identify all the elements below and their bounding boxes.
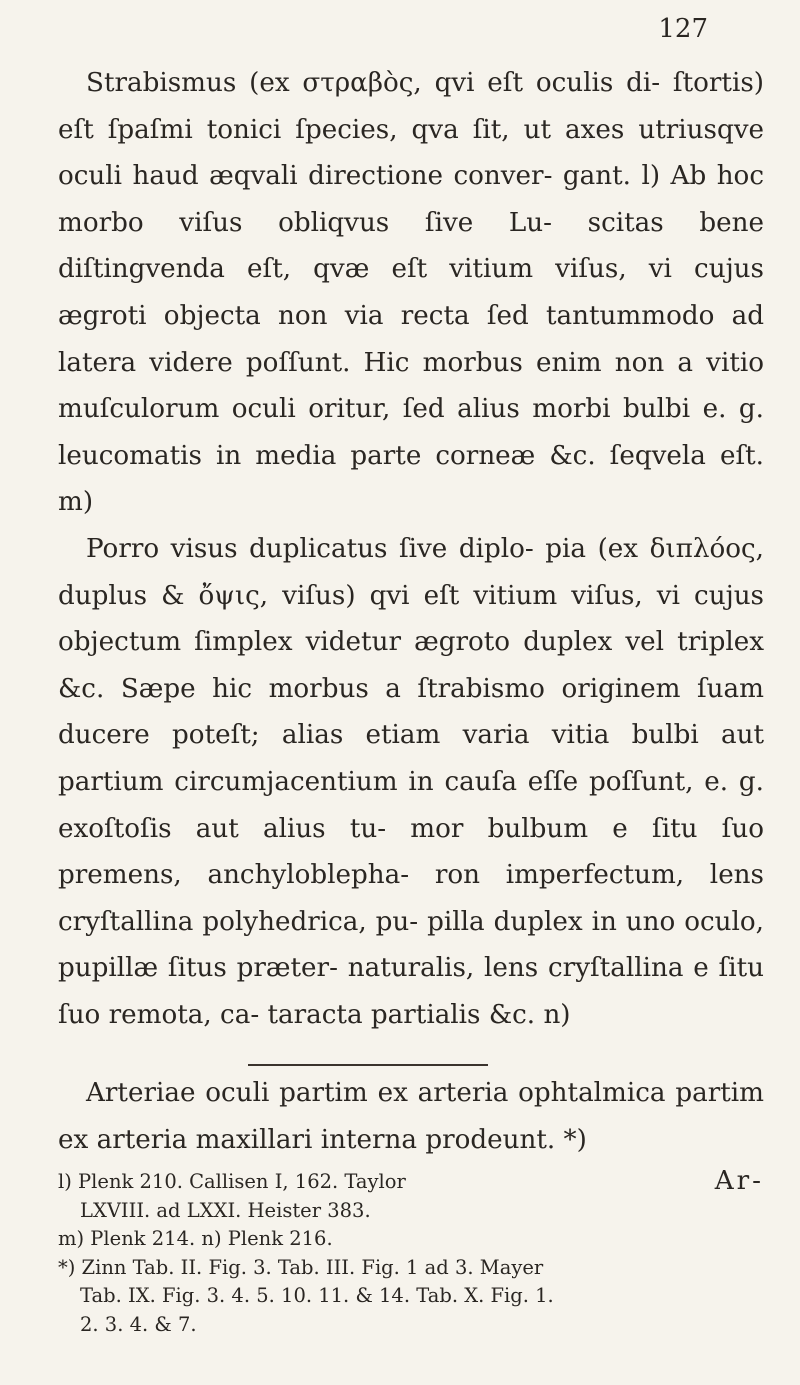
- section-divider: [248, 1064, 488, 1066]
- footnote-line: l) Plenk 210. Callisen I, 162. Taylor: [58, 1170, 406, 1193]
- page-number: 127: [658, 14, 708, 44]
- footnote-line: *) Zinn Tab. II. Fig. 3. Tab. III. Fig. 1 ad 3. Mayer: [58, 1255, 544, 1279]
- catchword: Ar-: [714, 1165, 764, 1196]
- footnote-line: m) Plenk 214. n) Plenk 216.: [58, 1227, 333, 1250]
- footnote-line: 2. 3. 4. & 7.: [80, 1312, 197, 1336]
- paragraph-strabismus: Strabismus (ex στραβὸς, qvi eſt oculis di- ſtortis) eſt ſpaſmi tonici ſpecies, qva ſit, ut axes utriusqve oculi haud æqvali directione conver- gant. l) Ab hoc morbo viſus obliqvus ſive Lu- scitas bene diſtingvenda eſt, qvæ eſt vitium viſus, vi cujus ægroti objecta non via recta ſed tantummodo ad latera videre poſſunt. Hic morbus enim non a vitio muſculorum oculi oritur, ſed alius morbi bulbi e. g. leucomatis in media parte corneæ &c. ſeqvela eſt. m): [58, 68, 764, 518]
- paragraph-diplopia: Porro visus duplicatus ſive diplo- pia (ex διπλόος, duplus & ὄψις, viſus) qvi eſt vitium viſus, vi cujus objectum ſimplex videtur ægroto duplex vel triplex &c. Sæpe hic morbus a ſtrabismo originem ſuam ducere poteſt; alias etiam varia vitia bulbi aut partium circumjacentium in cauſa eſſe poſſunt, e. g. exoſtoſis aut alius tu- mor bulbum e ſitu ſuo premens, anchyloblepha- ron imperfectum, lens cryſtallina polyhedrica, pu- pilla duplex in uno oculo, pupillæ ſitus præter- naturalis, lens cryſtallina e ſitu ſuo remota, ca- taracta partialis &c. n): [58, 533, 764, 1030]
- footnote-line: LXVIII. ad LXXI. Heister 383.: [80, 1198, 371, 1222]
- paragraph-arteriae: Arteriae oculi partim ex arteria ophtalmica partim ex arteria maxillari interna prodeunt. *): [58, 1078, 764, 1156]
- main-text: [58, 60, 764, 1204]
- footnote-line: Tab. IX. Fig. 3. 4. 5. 10. 11. & 14. Tab. X. Fig. 1.: [80, 1284, 554, 1307]
- footnotes: [58, 1168, 764, 1339]
